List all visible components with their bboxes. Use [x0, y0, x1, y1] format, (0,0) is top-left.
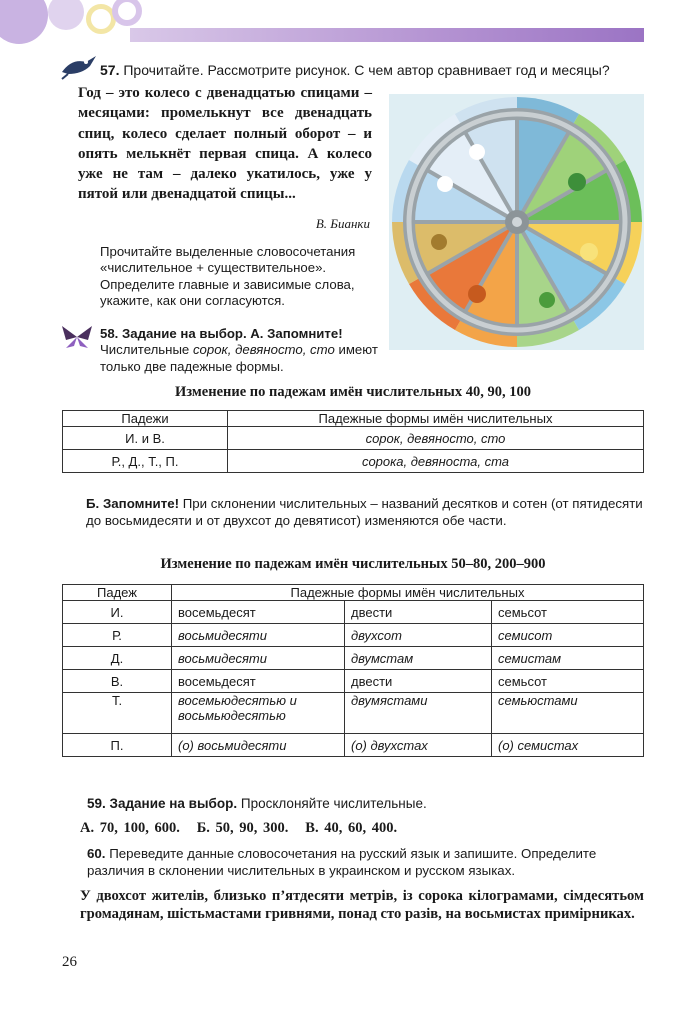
table-row — [63, 647, 644, 670]
table-header-cell: Падежи — [63, 411, 228, 427]
form-cell: семистам — [492, 647, 644, 670]
exercise-59-choices: А. 70, 100, 600. Б. 50, 90, 300. В. 40, 60, 400. — [80, 820, 398, 836]
exercise-57-number: 57. — [100, 62, 120, 78]
form-cell: восьмидесяти — [172, 624, 345, 647]
part-b-text: При склонении числительных – названий десятков и сотен (от пятидесяти до восьмидесяти и от двухсот до девятисот) изменяются обе части. — [86, 496, 643, 528]
exercise-57-heading — [100, 62, 660, 79]
form-cell: (о) восьмидесяти — [172, 734, 345, 757]
poem-author: В. Бианки — [315, 216, 370, 231]
form-cell: семьюстами — [492, 693, 644, 734]
case-cell: Р., Д., Т., П. — [63, 450, 228, 473]
case-cell: П. — [63, 734, 172, 757]
year-wheel-illustration — [389, 94, 644, 350]
form-cell: двести — [345, 670, 492, 693]
form-cell: восемьюдесятью и восьмьюдесятью — [172, 693, 345, 734]
table-case-forms-40-90-100 — [62, 410, 644, 473]
exercise-60-text: Переведите данные словосочетания на русский язык и запишите. Определите различия в склонении числительных в украинском и русском языках. — [87, 846, 597, 878]
exercise-58 — [100, 326, 390, 375]
exercise-60-number: 60. — [87, 846, 106, 861]
exercise-59-label: 59. Задание на выбор. — [87, 796, 238, 811]
table-row — [63, 624, 644, 647]
case-cell: Р. — [63, 624, 172, 647]
table-header-cell: Падежные формы имён числительных — [172, 585, 644, 601]
numeral-words: сорок, девяносто, сто — [192, 342, 335, 358]
exercise-59 — [87, 796, 427, 811]
forms-cell: сорок, девяносто, сто — [228, 427, 644, 450]
header-decoration — [0, 0, 160, 50]
exercise-57-task: Прочитайте выделенные словосочетания «числительное + существительное». Определите главные и зависимые слова, укажите, как они согласуются. — [100, 244, 356, 309]
ukrainian-phrases: У двохсот жителів, близько п’ятдесяти метрів, із сорока кілограмами, сімдесятьом громадянам, шістьмастами гривнями, понад сто разів, на восьмистах примірниках. — [80, 888, 644, 923]
case-cell: Д. — [63, 647, 172, 670]
table-row — [63, 427, 644, 450]
part-b-note — [86, 496, 644, 529]
table-row — [63, 693, 644, 734]
table2-title: Изменение по падежам имён числительных 50–80, 200–900 — [160, 556, 546, 572]
header-band — [130, 28, 644, 42]
table-header-cell: Падежные формы имён числительных — [228, 411, 644, 427]
form-cell: (о) двухстах — [345, 734, 492, 757]
form-cell: (о) семистах — [492, 734, 644, 757]
bird-icon — [58, 52, 98, 80]
form-cell: семьсот — [492, 601, 644, 624]
exercise-58-text-start: Числительные — [100, 342, 193, 358]
case-cell: И. и В. — [63, 427, 228, 450]
exercise-60 — [87, 846, 643, 879]
exercise-57-instruction: Прочитайте. Рассмотрите рисунок. С чем автор сравнивает год и месяцы? — [123, 62, 610, 78]
form-cell: семьсот — [492, 670, 644, 693]
form-cell: восемьдесят — [172, 601, 345, 624]
form-cell: двумястами — [345, 693, 492, 734]
page-number: 26 — [62, 954, 77, 970]
table-row — [63, 601, 644, 624]
form-cell: двумстам — [345, 647, 492, 670]
form-cell: восемьдесят — [172, 670, 345, 693]
table-row — [63, 670, 644, 693]
form-cell: двухсот — [345, 624, 492, 647]
case-cell: В. — [63, 670, 172, 693]
exercise-58-title: 58. Задание на выбор. А. Запомните! — [100, 326, 343, 341]
forms-cell: сорока, девяноста, ста — [228, 450, 644, 473]
table1-title: Изменение по падежам имён числительных 40, 90, 100 — [175, 384, 531, 400]
table-case-forms-50-80-200-900 — [62, 584, 644, 757]
table-row — [63, 734, 644, 757]
part-b-label: Б. Запомните! — [86, 496, 180, 511]
case-cell: И. — [63, 601, 172, 624]
exercise-58-text — [100, 342, 390, 375]
exercise-58-text-end: имеют только две падежные формы. — [100, 342, 378, 374]
form-cell: восьмидесяти — [172, 647, 345, 670]
table-row — [63, 411, 644, 427]
case-cell: Т. — [63, 693, 172, 734]
poem-text: Год – это колесо с двенадцатью спицами – месяцами: промелькнут все двенадцать спиц, колесо сделает полный оборот – и опять мелькнёт первая спица. А колесо уже не там – далеко укатилось, уже у пятой или двенадцатой спицы... — [78, 85, 372, 203]
table-header-cell: Падеж — [63, 585, 172, 601]
form-cell: двести — [345, 601, 492, 624]
table-row — [63, 450, 644, 473]
table-row — [63, 585, 644, 601]
exercise-59-text: Просклоняйте числительные. — [240, 796, 427, 811]
butterfly-icon — [58, 324, 96, 350]
form-cell: семисот — [492, 624, 644, 647]
